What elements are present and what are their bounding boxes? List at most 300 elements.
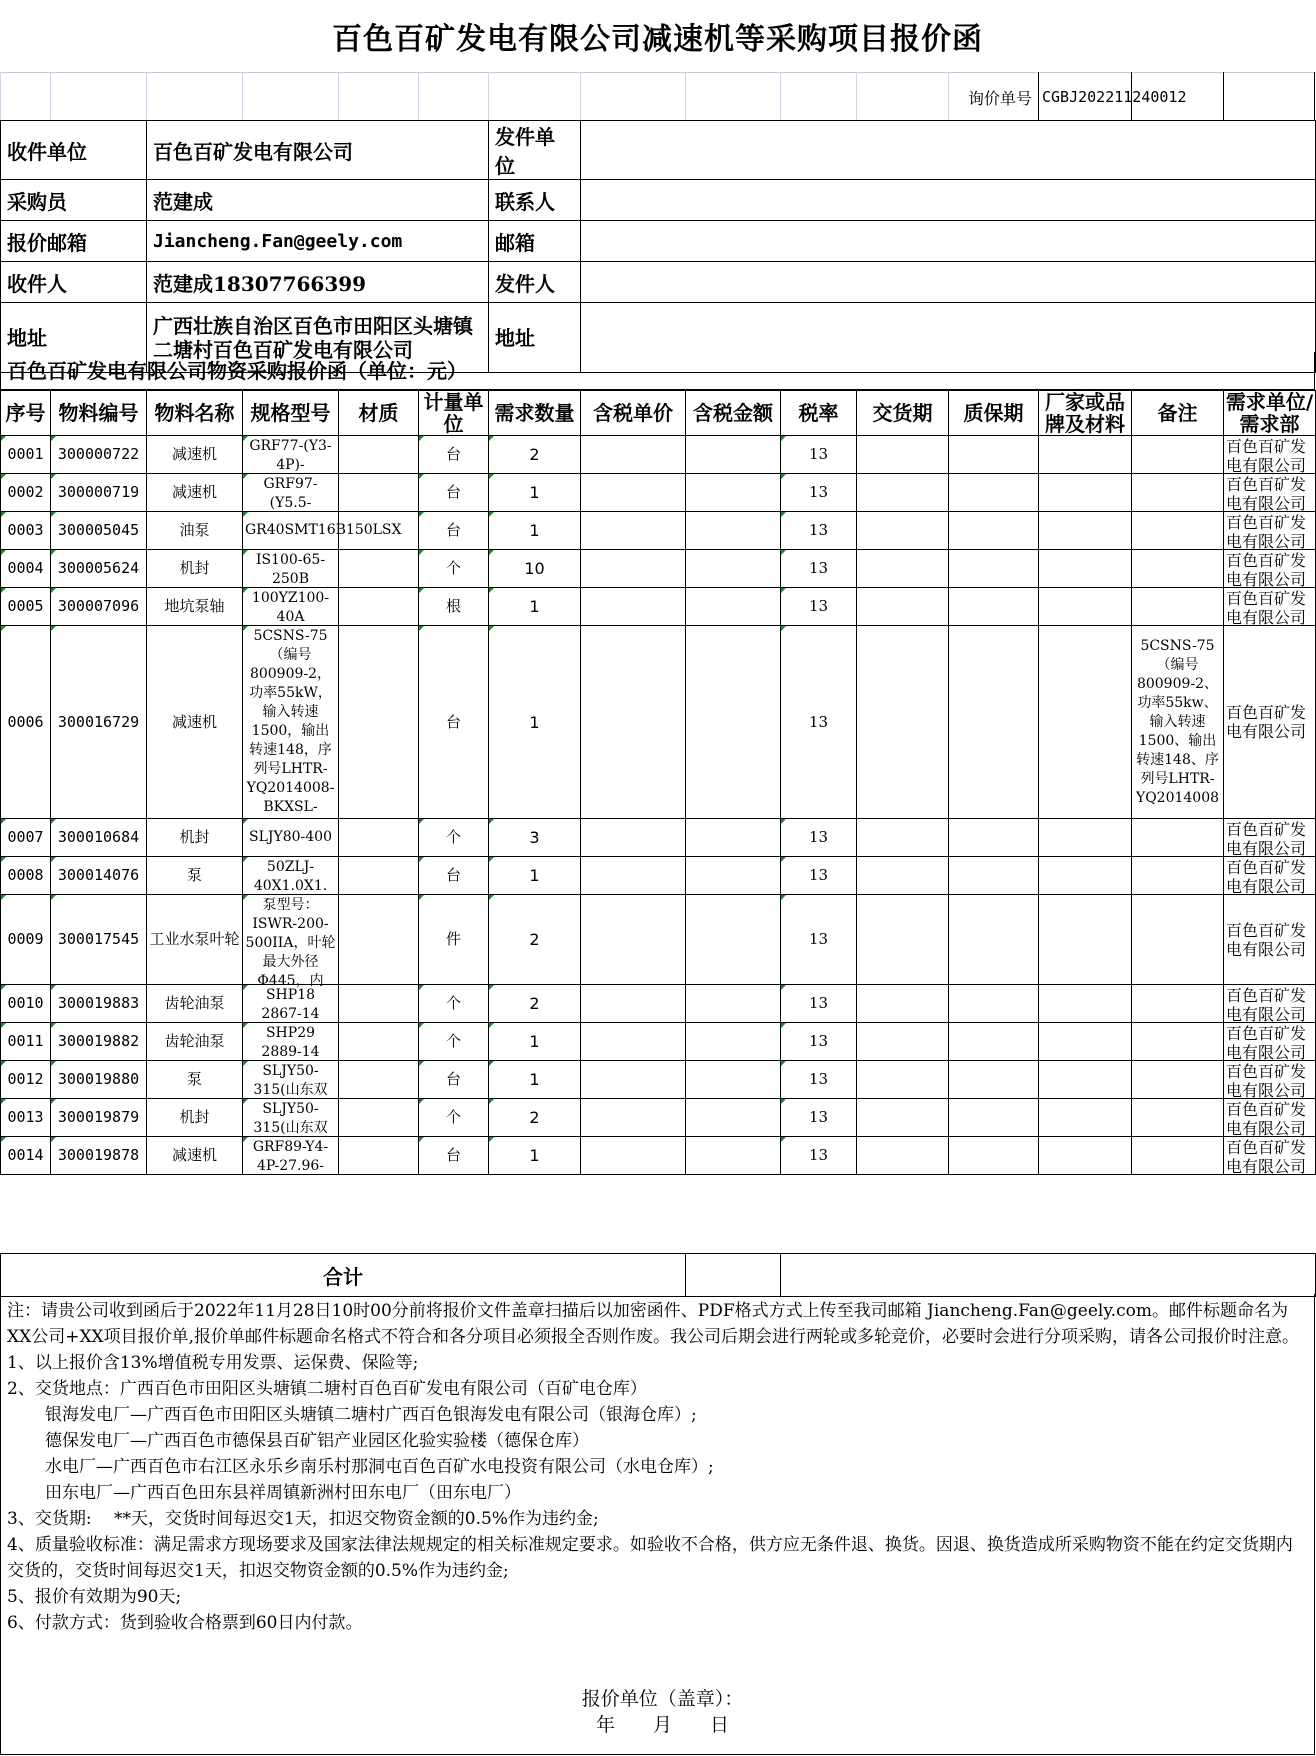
unit-price-input[interactable] <box>581 474 686 512</box>
material-cell[interactable] <box>339 626 419 819</box>
material-code <box>51 512 147 550</box>
spec-model <box>243 474 339 512</box>
quantity-cell <box>489 626 581 819</box>
spec-model-text: SHP18 2867-14 <box>261 986 320 1022</box>
material-code-text: 300014076 <box>57 866 140 884</box>
row-number <box>1 474 51 512</box>
row-number-text: 0007 <box>7 828 44 846</box>
req-unit-cell-text: 百色百矿发电有限公司 <box>1226 436 1307 475</box>
contact-value[interactable] <box>581 180 1316 221</box>
total-amount[interactable] <box>686 1254 781 1297</box>
delivery-site: 水电厂—广西百色市右江区永乐乡南乐村那洞屯百色百矿水电投资有限公司（水电仓库）; <box>45 1457 714 1477</box>
brand-input[interactable] <box>1039 512 1132 550</box>
unit-cell-text: 台 <box>445 1070 461 1088</box>
material-code <box>51 857 147 895</box>
amount-input[interactable] <box>686 436 781 474</box>
material-name-text: 油泵 <box>179 521 210 539</box>
unit-price-input[interactable] <box>581 588 686 626</box>
quantity-cell-text: 1 <box>529 1146 540 1165</box>
recv-unit-label: 收件单位 <box>1 121 147 180</box>
req-unit-cell <box>1224 550 1316 588</box>
column-header-material: 材质 <box>339 391 419 436</box>
material-cell[interactable] <box>339 550 419 588</box>
material-cell[interactable] <box>339 985 419 1023</box>
spec-model <box>243 512 402 550</box>
tax-rate-cell-text: 13 <box>808 1032 829 1050</box>
unit-cell-text: 个 <box>445 1032 461 1050</box>
unit-cell-text: 个 <box>445 559 461 577</box>
unit-cell <box>419 626 489 819</box>
req-unit-cell-text: 百色百矿发电有限公司 <box>1226 857 1307 896</box>
row-number-text: 0005 <box>7 597 44 615</box>
unit-cell <box>419 1137 489 1175</box>
unit-price-input[interactable] <box>581 512 686 550</box>
sender-label: 发件人 <box>489 262 581 303</box>
warranty-input[interactable] <box>949 895 1039 985</box>
unit-price-input[interactable] <box>581 1099 686 1137</box>
note-cell <box>1132 474 1224 512</box>
amount-input[interactable] <box>686 1137 781 1175</box>
material-cell[interactable] <box>339 819 419 857</box>
quantity-cell <box>489 857 581 895</box>
row-number <box>1 857 51 895</box>
quantity-cell <box>489 819 581 857</box>
tax-rate-cell <box>781 436 857 474</box>
warranty-input[interactable] <box>949 436 1039 474</box>
tax-rate-cell-text: 13 <box>808 866 829 884</box>
note-intro: 注：请贵公司收到函后于2022年11月28日10时00分前将报价文件盖章扫描后以加密函件、PDF格式方式上传至我司邮箱 Jiancheng.Fan@geely.com。邮件标题命名为XX公司+XX项目报价单,报价单邮件标题命名格式不符合和各分项目必须报全否则作废。我公司后期会进行两轮或多轮竞价，必要时会进行分项采购，请各公司报价时注意。 <box>7 1301 1300 1347</box>
spec-model-text: 100YZ100-40A <box>251 589 330 625</box>
delivery-input[interactable] <box>857 857 949 895</box>
req-unit-cell-text: 百色百矿发电有限公司 <box>1226 1137 1307 1176</box>
column-header-unit-price: 含税单价 <box>581 391 686 436</box>
spec-model <box>243 819 339 857</box>
material-name <box>147 1137 243 1175</box>
delivery-input[interactable] <box>857 1137 949 1175</box>
amount-input[interactable] <box>686 1023 781 1061</box>
column-header-note: 备注 <box>1132 391 1224 436</box>
inquiry-number-value: CGBJ202211240012 <box>1042 88 1187 106</box>
brand-input[interactable] <box>1039 588 1132 626</box>
material-name-text: 泵 <box>186 866 202 884</box>
brand-input[interactable] <box>1039 1099 1132 1137</box>
material-cell[interactable] <box>339 1061 419 1099</box>
table-row <box>1 1099 1316 1137</box>
material-name <box>147 626 243 819</box>
warranty-input[interactable] <box>949 1061 1039 1099</box>
row-number-text: 0002 <box>7 483 44 501</box>
tax-rate-cell <box>781 1137 857 1175</box>
unit-price-input[interactable] <box>581 819 686 857</box>
material-code <box>51 588 147 626</box>
tax-rate-cell <box>781 1061 857 1099</box>
row-number <box>1 588 51 626</box>
quantity-cell <box>489 512 581 550</box>
row-number <box>1 436 51 474</box>
brand-input[interactable] <box>1039 626 1132 819</box>
note-1: 1、以上报价含13%增值税专用发票、运保费、保险等; <box>7 1353 419 1373</box>
address-value: 广西壮族自治区百色市田阳区头塘镇二塘村百色百矿发电有限公司 <box>147 303 489 373</box>
material-cell[interactable] <box>339 895 419 985</box>
unit-cell-text: 件 <box>445 930 461 948</box>
note-2: 2、交货地点：广西百色市田阳区头塘镇二塘村百色百矿发电有限公司（百矿电仓库） <box>7 1379 647 1399</box>
quantity-cell <box>489 985 581 1023</box>
material-code <box>51 1099 147 1137</box>
recv-unit-value: 百色百矿发电有限公司 <box>147 121 489 180</box>
spec-model <box>243 1137 339 1175</box>
row-number <box>1 819 51 857</box>
row-number-text: 0013 <box>7 1108 44 1126</box>
req-unit-cell <box>1224 1137 1316 1175</box>
material-code-text: 300007096 <box>57 597 140 615</box>
material-cell[interactable] <box>339 436 419 474</box>
unit-price-input[interactable] <box>581 626 686 819</box>
unit-cell-text: 台 <box>445 866 461 884</box>
brand-input[interactable] <box>1039 1061 1132 1099</box>
table-row <box>1 819 1316 857</box>
page-title: 百色百矿发电有限公司减速机等采购项目报价函 <box>0 0 1315 73</box>
tax-rate-cell <box>781 474 857 512</box>
spec-model <box>243 1099 339 1137</box>
material-name-text: 减速机 <box>171 1146 217 1164</box>
total-row <box>0 1253 1316 1297</box>
material-cell[interactable] <box>339 1023 419 1061</box>
tax-rate-cell-text: 13 <box>808 1146 829 1164</box>
note-cell <box>1132 588 1224 626</box>
delivery-input[interactable] <box>857 626 949 819</box>
material-name-text: 机封 <box>179 828 210 846</box>
req-unit-cell-text: 百色百矿发电有限公司 <box>1226 512 1307 551</box>
warranty-input[interactable] <box>949 626 1039 819</box>
material-cell[interactable] <box>339 1099 419 1137</box>
tax-rate-cell-text: 13 <box>808 521 829 539</box>
brand-input[interactable] <box>1039 985 1132 1023</box>
warranty-input[interactable] <box>949 985 1039 1023</box>
column-header-qty: 需求数量 <box>489 391 581 436</box>
buyer-value: 范建成 <box>147 180 489 221</box>
table-row <box>1 512 1316 550</box>
delivery-input[interactable] <box>857 436 949 474</box>
req-unit-cell <box>1224 1023 1316 1061</box>
material-name-text: 减速机 <box>171 712 217 731</box>
row-number <box>1 550 51 588</box>
tax-rate-cell <box>781 1023 857 1061</box>
note-cell <box>1132 985 1224 1023</box>
tax-rate-cell <box>781 895 857 985</box>
column-header-delivery: 交货期 <box>857 391 949 436</box>
material-code <box>51 1023 147 1061</box>
recipient-value: 范建成18307766399 <box>147 262 489 303</box>
delivery-input[interactable] <box>857 512 949 550</box>
req-unit-cell-text: 百色百矿发电有限公司 <box>1226 550 1307 589</box>
table-row <box>1 1023 1316 1061</box>
column-header-brand: 厂家或品牌及材料 <box>1039 391 1132 436</box>
material-name-text: 泵 <box>186 1070 202 1088</box>
row-number <box>1 626 51 819</box>
warranty-input[interactable] <box>949 550 1039 588</box>
unit-cell <box>419 436 489 474</box>
req-unit-cell <box>1224 626 1316 819</box>
column-header-req-unit: 需求单位/需求部 <box>1224 391 1316 436</box>
quantity-cell <box>489 1137 581 1175</box>
table-row <box>1 588 1316 626</box>
inquiry-number-label: 询价单号 <box>968 89 1033 108</box>
warranty-input[interactable] <box>949 474 1039 512</box>
row-number-text: 0010 <box>7 994 44 1012</box>
warranty-input[interactable] <box>949 819 1039 857</box>
tax-rate-cell-text: 13 <box>808 445 829 463</box>
material-code-text: 300010684 <box>57 828 140 846</box>
unit-cell-text: 台 <box>445 1146 461 1164</box>
unit-cell-text: 台 <box>445 445 461 463</box>
note-cell <box>1132 895 1224 985</box>
req-unit-cell <box>1224 895 1316 985</box>
tax-rate-cell-text: 13 <box>808 994 829 1012</box>
req-unit-cell <box>1224 1061 1316 1099</box>
total-label: 合计 <box>1 1254 686 1297</box>
material-code <box>51 1137 147 1175</box>
spec-model <box>243 1023 339 1061</box>
unit-cell <box>419 1061 489 1099</box>
note-cell <box>1132 1099 1224 1137</box>
address-label: 地址 <box>1 303 147 373</box>
material-cell[interactable] <box>339 588 419 626</box>
material-name-text: 机封 <box>179 559 210 577</box>
delivery-input[interactable] <box>857 895 949 985</box>
unit-price-input[interactable] <box>581 1137 686 1175</box>
note-cell <box>1132 1061 1224 1099</box>
brand-input[interactable] <box>1039 819 1132 857</box>
brand-input[interactable] <box>1039 1137 1132 1175</box>
spec-model-text: SLJY80-400 <box>248 829 332 845</box>
spec-model-text: 5CSNS-75（编号800909-2，功率55kW，输入转速1500，输出转速148，序列号LHTR-YQ2014008-BKXSL- <box>246 628 335 815</box>
req-unit-cell-text: 百色百矿发电有限公司 <box>1226 474 1307 513</box>
send-unit-label: 发件单位 <box>489 121 581 180</box>
unit-cell <box>419 512 489 550</box>
material-code-text: 300000719 <box>57 483 140 501</box>
spec-model-text: SHP29 2889-14 <box>261 1024 320 1060</box>
tax-rate-cell <box>781 550 857 588</box>
delivery-input[interactable] <box>857 1061 949 1099</box>
note-cell <box>1132 436 1224 474</box>
brand-input[interactable] <box>1039 474 1132 512</box>
quantity-cell-text: 2 <box>529 1108 540 1127</box>
spec-model-text: 50ZLJ-40X1.0X1. <box>253 858 328 894</box>
material-name <box>147 1099 243 1137</box>
spec-model-text: GR40SMT16B150LSX <box>245 522 402 538</box>
table-row <box>1 550 1316 588</box>
req-unit-cell-text: 百色百矿发电有限公司 <box>1226 1061 1307 1100</box>
unit-cell-text: 台 <box>445 712 461 731</box>
quantity-cell-text: 3 <box>529 828 540 847</box>
tax-rate-cell-text: 13 <box>808 597 829 615</box>
material-name <box>147 1023 243 1061</box>
table-row <box>1 895 1316 985</box>
material-code <box>51 895 147 985</box>
amount-input[interactable] <box>686 474 781 512</box>
brand-input[interactable] <box>1039 550 1132 588</box>
amount-input[interactable] <box>686 550 781 588</box>
tax-rate-cell-text: 13 <box>808 483 829 501</box>
amount-input[interactable] <box>686 588 781 626</box>
req-unit-cell <box>1224 512 1316 550</box>
tax-rate-cell <box>781 857 857 895</box>
note-cell <box>1132 1137 1224 1175</box>
material-name <box>147 1061 243 1099</box>
material-code-text: 300000722 <box>57 445 140 463</box>
material-name <box>147 588 243 626</box>
material-code <box>51 550 147 588</box>
row-number <box>1 1023 51 1061</box>
row-number-text: 0014 <box>7 1146 44 1164</box>
material-name-text: 齿轮油泵 <box>164 1032 225 1050</box>
spec-model <box>243 436 339 474</box>
warranty-input[interactable] <box>949 1099 1039 1137</box>
amount-input[interactable] <box>686 895 781 985</box>
delivery-input[interactable] <box>857 1099 949 1137</box>
contact-label: 联系人 <box>489 180 581 221</box>
row-number-text: 0011 <box>7 1032 44 1050</box>
quote-email-label: 报价邮箱 <box>1 221 147 262</box>
material-code <box>51 1061 147 1099</box>
req-unit-cell-text: 百色百矿发电有限公司 <box>1226 1099 1307 1138</box>
unit-price-input[interactable] <box>581 895 686 985</box>
material-name <box>147 985 243 1023</box>
material-code-text: 300017545 <box>57 930 140 948</box>
req-unit-cell <box>1224 474 1316 512</box>
amount-input[interactable] <box>686 1099 781 1137</box>
row-number <box>1 1099 51 1137</box>
brand-input[interactable] <box>1039 436 1132 474</box>
signature-unit: 报价单位（盖章）： <box>581 1688 744 1710</box>
quantity-cell-text: 1 <box>529 712 540 732</box>
delivery-input[interactable] <box>857 1023 949 1061</box>
amount-input[interactable] <box>686 857 781 895</box>
req-unit-cell-text: 百色百矿发电有限公司 <box>1226 819 1307 858</box>
warranty-input[interactable] <box>949 1137 1039 1175</box>
unit-price-input[interactable] <box>581 1023 686 1061</box>
req-unit-cell <box>1224 857 1316 895</box>
email-value[interactable] <box>581 221 1316 262</box>
unit-cell <box>419 588 489 626</box>
unit-price-input[interactable] <box>581 436 686 474</box>
tax-rate-cell-text: 13 <box>808 930 829 948</box>
material-code-text: 300005045 <box>57 521 140 539</box>
delivery-input[interactable] <box>857 474 949 512</box>
amount-input[interactable] <box>686 626 781 819</box>
req-unit-cell-text: 百色百矿发电有限公司 <box>1226 1023 1307 1062</box>
material-name <box>147 550 243 588</box>
quantity-cell-text: 1 <box>529 597 540 616</box>
material-name-text: 地坑泵轴 <box>164 597 225 615</box>
unit-cell <box>419 1099 489 1137</box>
unit-cell-text: 个 <box>445 994 461 1012</box>
unit-cell-text: 个 <box>445 828 461 846</box>
unit-price-input[interactable] <box>581 550 686 588</box>
send-unit-value[interactable] <box>581 121 1316 180</box>
delivery-input[interactable] <box>857 985 949 1023</box>
spec-model-text: SLJY50-315(山东双 <box>253 1062 328 1098</box>
warranty-input[interactable] <box>949 857 1039 895</box>
address2-label: 地址 <box>489 303 581 373</box>
brand-input[interactable] <box>1039 1023 1132 1061</box>
column-header-spec: 规格型号 <box>243 391 339 436</box>
note-4: 4、质量验收标准：满足需求方现场要求及国家法律法规规定的相关标准规定要求。如验收不合格，供方应无条件退、换货。因退、换货造成所采购物资不能在约定交货期内交货的，交货时间每迟交1天，扣迟交物资金额的0.5%作为违约金; <box>7 1535 1293 1581</box>
req-unit-cell <box>1224 436 1316 474</box>
note-cell <box>1132 550 1224 588</box>
material-code <box>51 819 147 857</box>
material-cell[interactable] <box>339 857 419 895</box>
items-table <box>0 390 1316 1175</box>
material-name <box>147 895 243 985</box>
amount-input[interactable] <box>686 985 781 1023</box>
spec-model <box>243 550 339 588</box>
row-number-text: 0008 <box>7 866 44 884</box>
note-6: 6、付款方式：货到验收合格票到60日内付款。 <box>7 1613 363 1633</box>
warranty-input[interactable] <box>949 588 1039 626</box>
tax-rate-cell-text: 13 <box>808 1070 829 1088</box>
note-cell <box>1132 512 1224 550</box>
note-cell <box>1132 1023 1224 1061</box>
tax-rate-cell <box>781 588 857 626</box>
spec-model-text: 泵型号：ISWR-200-500IIA，叶轮最大外径Φ445，内 <box>245 896 336 989</box>
column-header-amount: 含税金额 <box>686 391 781 436</box>
amount-input[interactable] <box>686 819 781 857</box>
column-header-warranty: 质保期 <box>949 391 1039 436</box>
material-cell[interactable] <box>339 1137 419 1175</box>
sender-value[interactable] <box>581 262 1316 303</box>
unit-price-input[interactable] <box>581 1061 686 1099</box>
unit-price-input[interactable] <box>581 857 686 895</box>
quantity-cell <box>489 895 581 985</box>
buyer-label: 采购员 <box>1 180 147 221</box>
material-code-text: 300019878 <box>57 1146 140 1164</box>
brand-input[interactable] <box>1039 857 1132 895</box>
material-name-text: 减速机 <box>171 483 217 501</box>
material-code-text: 300019880 <box>57 1070 140 1088</box>
unit-cell <box>419 474 489 512</box>
spec-model <box>243 985 339 1023</box>
material-cell[interactable] <box>339 512 419 550</box>
material-name-text: 工业水泵叶轮 <box>149 930 240 948</box>
table-row <box>1 626 1316 819</box>
req-unit-cell <box>1224 588 1316 626</box>
spec-model <box>243 626 339 819</box>
spec-model <box>243 857 339 895</box>
quantity-cell-text: 1 <box>529 483 540 502</box>
material-code-text: 300019879 <box>57 1108 140 1126</box>
delivery-input[interactable] <box>857 819 949 857</box>
brand-input[interactable] <box>1039 895 1132 985</box>
warranty-input[interactable] <box>949 1023 1039 1061</box>
material-cell[interactable] <box>339 474 419 512</box>
material-name <box>147 436 243 474</box>
table-row <box>1 857 1316 895</box>
amount-input[interactable] <box>686 1061 781 1099</box>
delivery-input[interactable] <box>857 588 949 626</box>
delivery-input[interactable] <box>857 550 949 588</box>
unit-price-input[interactable] <box>581 985 686 1023</box>
quantity-cell-text: 1 <box>529 1070 540 1089</box>
quantity-cell-text: 10 <box>524 559 545 578</box>
amount-input[interactable] <box>686 512 781 550</box>
unit-cell <box>419 1023 489 1061</box>
column-header-name: 物料名称 <box>147 391 243 436</box>
req-unit-cell-text: 百色百矿发电有限公司 <box>1226 985 1307 1024</box>
unit-cell <box>419 895 489 985</box>
warranty-input[interactable] <box>949 512 1039 550</box>
spec-model-text: IS100-65-250B <box>255 551 326 587</box>
